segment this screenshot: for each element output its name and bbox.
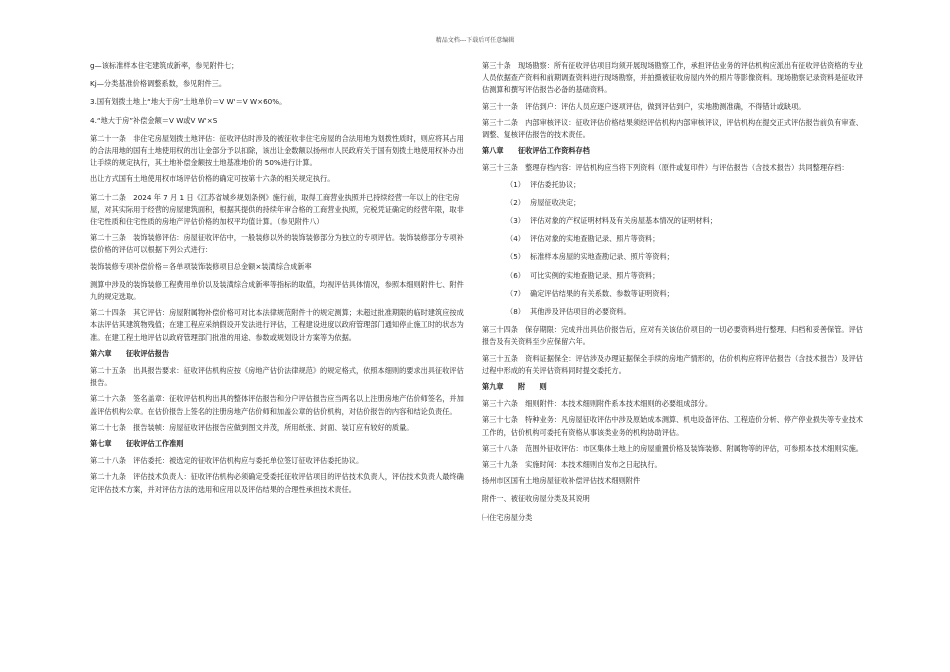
text-line: 出让方式国有土地使用权市场评估价格的确定可按第十六条的相关规定执行。 (90, 174, 335, 184)
article-paragraph: 第二十七条 报告装帧：房屋征收评估报告应做到图文并茂，所用纸张、封面、装订应有较好的质量。 (90, 422, 414, 432)
text-line: 3.国有划拨土地上“地大于房”土地单价＝V W'＝V W×60%。 (90, 97, 287, 107)
text-line: Kj—分类基准价格调整系数，参见附件三。 (90, 79, 227, 89)
text-line: ㈠住宅房屋分类 (482, 512, 533, 522)
list-text: 评估委托协议； (530, 179, 581, 189)
chapter-heading: 第六章 征收评估报告 (90, 348, 170, 358)
list-text: 房屋征收决定； (530, 197, 581, 207)
text-line: 扬州市区国有土地房屋征收补偿评估技术细则附件 (482, 476, 641, 486)
article-paragraph: 第三十二条 内部审核评议：征收评估价格结果须经评估机构内部审核评议，评估机构在提交正式评估报告前负有审查、调整、复核评估报告的技术责任。 (482, 117, 863, 140)
list-number: （8） (506, 307, 525, 317)
article-paragraph: 第三十四条 保存期限：完成并出具估价报告后，应对有关该估价项目的一切必要资料进行整理、归档和妥善保管。评估报告及有关资料至少应保留六年。 (482, 325, 863, 347)
article-paragraph: 第二十一条 非住宅房屋划拨土地评估：征收评估时涉及的被征收非住宅房屋的合法用地为划拨性质时，则应将其占用的合法用地的国有土地使用权的出让金部分予以扣除，该出让金数额以扬州市人民政府关于国有划拨土地使用权补办出让手续的规定执行，其土地补偿金额按土地基准地价的 50%进行计算。 (90, 133, 464, 168)
list-text: 确定评估结果的有关系数、参数等证明资料； (530, 288, 674, 298)
article-paragraph: 第三十六条 细则附件：本技术细则附件系本技术细则的必要组成部分。 (482, 399, 713, 409)
right-column (482, 60, 870, 530)
article-paragraph: 第三十三条 整理存档内容：评估机构应当将下列资料（原件或复印件）与评估报告（含技术报告）共同整理存档： (482, 163, 849, 173)
article-paragraph: 第二十二条 2024 年 7 月 1 日《江苏省城乡规划条例》施行前，取得工商营业执照并已持续经营一年以上的住宅房屋，对其实际用于经营的房屋建筑面积，根据其提供的持续年审合格的工商营业执照，完税凭证确定的经营年限，取非住宅性质和住宅性质的房地产评估价格的加权平均值计算。（参见附件八） (90, 192, 464, 227)
text-line: g—该标准样本住宅建筑成新率，参见附件七； (90, 61, 239, 70)
list-number: （7） (506, 288, 525, 298)
article-paragraph: 第二十六条 签名盖章：征收评估机构出具的整体评估报告和分户评估报告应当两名以上注册房地产估价师签名，并加盖评估机构公章。在估价报告上签名的注册房地产估价师和加盖公章的估价机构，对估价报告的内容和结论负责任。 (90, 394, 464, 416)
article-paragraph: 第二十四条 其它评估：房屋附属物补偿价格可对比本法律规范附件十的规定测算；未超过批准期限的临时建筑应按成本法评估其建筑物残值；在建工程应采纳假设开发法进行评估，工程建设进度以政府管理部门通知停止施工时的状态为准。在建工程土地评估以政府管理部门批准的用途、参数或规划设计方案等为依据。 (90, 308, 464, 342)
chapter-heading: 第八章 征收评估工作资料存档 (482, 146, 590, 156)
chapter-heading: 第九章 附 则 (482, 382, 547, 392)
list-number: （1） (506, 179, 525, 189)
text-line: 4.“地大于房”补偿金额＝V W或V W'×S (90, 115, 218, 125)
list-item (482, 179, 870, 191)
article-paragraph: 第三十七条 特种业务：凡房屋征收评估中涉及原始成本测算、机电设备评估、工程造价分析、停产停业损失等专业技术工作的，估价机构可委托有资格从事该类业务的机构协助评估。 (482, 415, 863, 437)
list-item (482, 306, 870, 318)
page-header: 精品文档---下载后可任意编辑 (435, 37, 515, 44)
list-text: 可比实例的实地查勘记录、照片等资料； (530, 270, 660, 280)
article-paragraph: 第二十三条 装饰装修评估：房屋征收评估中，一般装修以外的装饰装修部分为独立的专项评估。装饰装修部分专项补偿价格的评估可以根据下列公式进行： (90, 233, 464, 255)
list-item (482, 215, 870, 227)
article-paragraph: 第二十九条 评估技术负责人：征收评估机构必须确定受委托征收评估项目的评估技术负责人，评估技术负责人最终确定评估技术方案，并对评估方法的选用和应用以及评估结果的合理性承担技术责任。 (90, 472, 464, 494)
list-number: （4） (506, 234, 525, 244)
article-paragraph: 第二十五条 出具报告要求：征收评估机构应按《房地产估价法律规范》的规定格式，依照本细则的要求出具征收评估报告。 (90, 366, 464, 388)
list-item (482, 270, 870, 282)
list-number: （6） (506, 270, 525, 280)
text-line: 装饰装修专项补偿价格＝各单项装饰装修项目总金额×装潢综合成新率 (90, 261, 312, 271)
list-number: （3） (506, 216, 525, 226)
list-number: （2） (506, 197, 525, 207)
article-paragraph: 第二十八条 评估委托：被选定的征收评估机构应与委托单位签订征收评估委托协议。 (90, 456, 364, 466)
article-paragraph: 第三十九条 实施时间：本技术细则自发布之日起执行。 (482, 460, 662, 470)
article-paragraph: 第三十八条 范围外征收评估：市区集体土地上的房屋重置价格及装饰装修、附属物等的评估，可参照本技术细则实施。 (482, 443, 863, 453)
chapter-heading: 第七章 征收评估工作准则 (90, 439, 184, 449)
list-text: 标准样本房屋的实地查勘记录、照片等资料； (530, 252, 674, 262)
list-item (482, 288, 870, 300)
list-item (482, 251, 870, 263)
left-column (90, 60, 470, 500)
list-item (482, 233, 870, 245)
article-paragraph: 第三十五条 资料证据保全：评估涉及办理证据保全手续的房地产情形的，估价机构应将评估报告（含技术报告）及评估过程中形成的有关评估资料同时提交委托方。 (482, 353, 863, 375)
list-text: 其他涉及评估项目的必要资料。 (530, 307, 631, 317)
article-paragraph: 第三十一条 评估到户：评估人员应逐户逐项评估，做到评估到户，实地勘测准确，不得错计或缺项。 (482, 101, 806, 111)
list-number: （5） (506, 252, 525, 262)
list-item (482, 197, 870, 209)
article-paragraph: 第三十条 现场勘察：所有征收评估项目均须开展现场勘察工作，承担评估业务的评估机构应派出有征收评估资格的专业人员依据查产资料和前期调查资料进行现场勘察，并拍摄被征收房屋内外的照片等影像资料。现场勘察记录资料是征收评估测算和撰写评估报告必备的基础资料。 (482, 61, 863, 95)
text-line: 附件一、被征收房屋分类及其说明 (482, 494, 590, 504)
article-paragraph: 测算中涉及的装饰装修工程费用单价以及装潢综合成新率等指标的取值，均视评估具体情况，参照本细则附件七、附件九的规定选取。 (90, 279, 464, 302)
list-text: 评估对象的实地查勘记录、照片等资料； (530, 234, 660, 244)
list-text: 评估对象的产权证明材料及有关房屋基本情况的证明材料； (530, 216, 717, 226)
